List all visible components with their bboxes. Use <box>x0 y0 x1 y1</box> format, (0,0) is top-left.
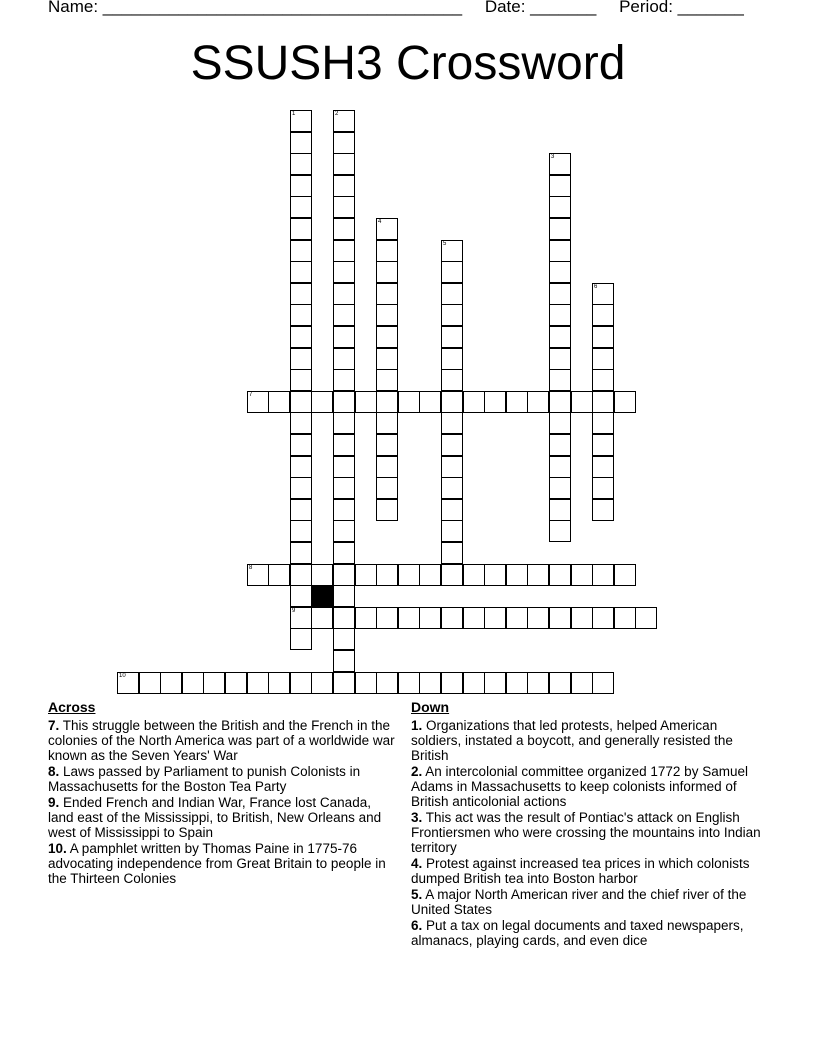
crossword-cell[interactable] <box>549 175 571 197</box>
crossword-cell[interactable] <box>139 672 161 694</box>
crossword-cell[interactable] <box>506 672 528 694</box>
clue-text: Ended French and Indian War, France lost Canada, land east of the Mississippi, to British, New Orleans and west of Mississippi to Spain <box>48 795 382 840</box>
across-clues <box>48 700 400 887</box>
crossword-cell[interactable] <box>571 672 593 694</box>
crossword-cell[interactable] <box>333 672 355 694</box>
crossword-cell[interactable] <box>290 326 312 348</box>
clue-across-7 <box>48 718 400 763</box>
crossword-cell[interactable] <box>398 607 420 629</box>
crossword-cell[interactable] <box>290 564 312 586</box>
crossword-cell[interactable] <box>592 477 614 499</box>
crossword-cell[interactable] <box>527 672 549 694</box>
header <box>48 0 762 17</box>
crossword-cell[interactable] <box>333 456 355 478</box>
crossword-cell[interactable] <box>592 456 614 478</box>
crossword-cell[interactable] <box>333 153 355 175</box>
crossword-cell[interactable] <box>441 261 463 283</box>
crossword-cell[interactable] <box>333 175 355 197</box>
crossword-cell[interactable] <box>549 456 571 478</box>
clue-number: 8. <box>48 764 60 779</box>
crossword-cell[interactable] <box>592 326 614 348</box>
crossword-cell[interactable] <box>635 607 657 629</box>
crossword-cell[interactable] <box>398 672 420 694</box>
crossword-cell[interactable] <box>247 672 269 694</box>
crossword-cell[interactable] <box>549 477 571 499</box>
crossword-cell[interactable] <box>247 564 269 586</box>
crossword-cell[interactable] <box>549 218 571 240</box>
crossword-cell[interactable] <box>614 564 636 586</box>
crossword-cell[interactable] <box>441 304 463 326</box>
crossword-cell[interactable] <box>463 607 485 629</box>
crossword-cell[interactable] <box>290 542 312 564</box>
clue-text: Put a tax on legal documents and taxed newspapers, almanacs, playing cards, and even dice <box>411 918 744 948</box>
crossword-cell[interactable] <box>571 607 593 629</box>
clue-number: 6. <box>411 918 423 933</box>
crossword-cell[interactable] <box>441 326 463 348</box>
crossword-cell[interactable] <box>333 196 355 218</box>
clue-text: This act was the result of Pontiac's attack on English Frontiersmen who were crossing the mountains into Indian territory <box>411 810 761 855</box>
clue-number: 1. <box>411 718 423 733</box>
cell-number: 9 <box>292 608 296 614</box>
crossword-cell[interactable] <box>333 434 355 456</box>
crossword-cell[interactable] <box>549 672 571 694</box>
clue-across-9 <box>48 795 400 840</box>
crossword-cell[interactable] <box>376 412 398 434</box>
crossword-cell[interactable] <box>441 542 463 564</box>
crossword-cell[interactable] <box>333 585 355 607</box>
crossword-cell[interactable] <box>311 391 333 413</box>
crossword-cell[interactable] <box>441 240 463 262</box>
crossword-cell[interactable] <box>333 477 355 499</box>
crossword-cell[interactable] <box>290 132 312 154</box>
crossword-cell[interactable] <box>506 564 528 586</box>
crossword-cell[interactable] <box>247 391 269 413</box>
crossword-cell[interactable] <box>592 304 614 326</box>
crossword-cell[interactable] <box>592 283 614 305</box>
cell-number: 3 <box>551 154 555 160</box>
crossword-cell[interactable] <box>333 369 355 391</box>
cell-number: 6 <box>594 284 598 290</box>
crossword-cell[interactable] <box>592 672 614 694</box>
crossword-cell[interactable] <box>463 391 485 413</box>
crossword-cell[interactable] <box>333 412 355 434</box>
crossword-cell[interactable] <box>398 391 420 413</box>
crossword-cell[interactable] <box>290 628 312 650</box>
clue-number: 4. <box>411 856 423 871</box>
crossword-cell[interactable] <box>376 477 398 499</box>
crossword-cell[interactable] <box>268 672 290 694</box>
crossword-cell[interactable] <box>376 348 398 370</box>
across-heading: Across <box>48 699 96 715</box>
crossword-cell[interactable] <box>419 607 441 629</box>
crossword-cell[interactable] <box>333 542 355 564</box>
crossword-cell[interactable] <box>527 564 549 586</box>
crossword-cell[interactable] <box>592 369 614 391</box>
crossword-cell[interactable] <box>290 391 312 413</box>
crossword-cell[interactable] <box>355 607 377 629</box>
crossword-cell[interactable] <box>527 391 549 413</box>
crossword-cell[interactable] <box>355 672 377 694</box>
cell-number: 10 <box>119 673 126 679</box>
name-field-label[interactable]: Name: ______________________________________ <box>48 0 463 16</box>
crossword-cell[interactable] <box>290 196 312 218</box>
crossword-cell[interactable] <box>549 304 571 326</box>
crossword-cell[interactable] <box>549 391 571 413</box>
cell-number: 7 <box>249 392 253 398</box>
crossword-cell[interactable] <box>549 434 571 456</box>
crossword-cell[interactable] <box>225 672 247 694</box>
crossword-cell[interactable] <box>290 520 312 542</box>
crossword-cell[interactable] <box>376 304 398 326</box>
cell-number: 5 <box>443 241 447 247</box>
crossword-cell[interactable] <box>333 391 355 413</box>
crossword-cell[interactable] <box>592 348 614 370</box>
crossword-cell[interactable] <box>592 434 614 456</box>
clue-number: 7. <box>48 718 60 733</box>
crossword-cell[interactable] <box>549 240 571 262</box>
crossword-cell[interactable] <box>333 628 355 650</box>
crossword-cell[interactable] <box>441 607 463 629</box>
crossword-cell[interactable] <box>290 175 312 197</box>
crossword-cell[interactable] <box>311 607 333 629</box>
crossword-cell[interactable] <box>376 564 398 586</box>
crossword-cell[interactable] <box>549 196 571 218</box>
clue-text: Protest against increased tea prices in which colonists dumped British tea into Boston harbor <box>411 856 750 886</box>
crossword-cell[interactable] <box>290 304 312 326</box>
crossword-cell[interactable] <box>441 477 463 499</box>
crossword-cell[interactable] <box>441 348 463 370</box>
crossword-cell[interactable] <box>355 391 377 413</box>
cell-number: 4 <box>378 219 382 225</box>
clue-down-4 <box>411 856 771 886</box>
crossword-cell[interactable] <box>333 304 355 326</box>
clue-across-10 <box>48 841 400 886</box>
clue-text: This struggle between the British and the French in the colonies of the North America was part of a worldwide war known as the Seven Years' War <box>48 718 395 763</box>
period-field-label[interactable]: Period: _______ <box>619 0 744 16</box>
crossword-cell[interactable] <box>463 672 485 694</box>
crossword-cell[interactable] <box>441 434 463 456</box>
crossword-cell[interactable] <box>484 607 506 629</box>
crossword-cell[interactable] <box>355 564 377 586</box>
crossword-cell[interactable] <box>419 391 441 413</box>
crossword-cell[interactable] <box>484 391 506 413</box>
crossword-cell[interactable] <box>571 564 593 586</box>
crossword-cell[interactable] <box>311 564 333 586</box>
crossword-cell[interactable] <box>333 240 355 262</box>
clue-text: Organizations that led protests, helped American soldiers, instated a boycott, and generally resisted the British <box>411 718 733 763</box>
crossword-cell[interactable] <box>441 499 463 521</box>
crossword-cell[interactable] <box>333 132 355 154</box>
clue-number: 3. <box>411 810 423 825</box>
crossword-cell[interactable] <box>549 520 571 542</box>
crossword-cell[interactable] <box>549 369 571 391</box>
crossword-cell[interactable] <box>441 369 463 391</box>
crossword-cell[interactable] <box>592 499 614 521</box>
crossword-cell[interactable] <box>333 261 355 283</box>
crossword-cell[interactable] <box>376 218 398 240</box>
crossword-cell[interactable] <box>333 520 355 542</box>
crossword-cell[interactable] <box>290 283 312 305</box>
down-clues <box>411 700 771 949</box>
crossword-cell[interactable] <box>333 326 355 348</box>
clue-number: 5. <box>411 887 423 902</box>
crossword-cell[interactable] <box>592 391 614 413</box>
crossword-cell[interactable] <box>290 434 312 456</box>
crossword-cell[interactable] <box>441 520 463 542</box>
crossword-cell[interactable] <box>290 499 312 521</box>
crossword-block <box>311 585 333 607</box>
clue-number: 9. <box>48 795 60 810</box>
crossword-cell[interactable] <box>333 650 355 672</box>
crossword-cell[interactable] <box>614 391 636 413</box>
crossword-cell[interactable] <box>549 564 571 586</box>
cell-number: 8 <box>249 565 253 571</box>
crossword-cell[interactable] <box>333 499 355 521</box>
crossword-cell[interactable] <box>592 607 614 629</box>
crossword-cell[interactable] <box>571 391 593 413</box>
crossword-cell[interactable] <box>419 672 441 694</box>
crossword-cell[interactable] <box>376 672 398 694</box>
crossword-cell[interactable] <box>376 456 398 478</box>
crossword-cell[interactable] <box>376 240 398 262</box>
crossword-cell[interactable] <box>376 369 398 391</box>
crossword-cell[interactable] <box>549 326 571 348</box>
crossword-cell[interactable] <box>290 412 312 434</box>
crossword-cell[interactable] <box>160 672 182 694</box>
crossword-cell[interactable] <box>398 564 420 586</box>
crossword-cell[interactable] <box>290 369 312 391</box>
clue-text: An intercolonial committee organized 1772 by Samuel Adams in Massachusetts to keep colonists informed of British anticolonial actions <box>411 764 748 809</box>
crossword-cell[interactable] <box>549 348 571 370</box>
crossword-cell[interactable] <box>549 607 571 629</box>
clue-text: Laws passed by Parliament to punish Colonists in Massachusetts for the Boston Tea Party <box>48 764 361 794</box>
crossword-cell[interactable] <box>268 564 290 586</box>
crossword-cell[interactable] <box>484 564 506 586</box>
crossword-cell[interactable] <box>376 261 398 283</box>
crossword-cell[interactable] <box>376 326 398 348</box>
crossword-cell[interactable] <box>592 564 614 586</box>
crossword-cell[interactable] <box>333 218 355 240</box>
clue-down-2 <box>411 764 771 809</box>
clue-text: A major North American river and the chief river of the United States <box>411 887 747 917</box>
crossword-cell[interactable] <box>290 240 312 262</box>
crossword-cell[interactable] <box>311 672 333 694</box>
date-field-label[interactable]: Date: _______ <box>484 0 597 16</box>
crossword-cell[interactable] <box>441 283 463 305</box>
crossword-cell[interactable] <box>419 564 441 586</box>
crossword-cell[interactable] <box>376 391 398 413</box>
crossword-cell[interactable] <box>549 261 571 283</box>
crossword-cell[interactable] <box>333 607 355 629</box>
crossword-cell[interactable] <box>549 283 571 305</box>
clue-number: 10. <box>48 841 67 856</box>
crossword-cell[interactable] <box>290 585 312 607</box>
crossword-cell[interactable] <box>290 348 312 370</box>
clue-number: 2. <box>411 764 423 779</box>
clue-text: A pamphlet written by Thomas Paine in 1775-76 advocating independence from Great Britain to people in the Thirteen Colonies <box>48 841 386 886</box>
crossword-cell[interactable] <box>290 672 312 694</box>
crossword-cell[interactable] <box>549 412 571 434</box>
crossword-cell[interactable] <box>290 218 312 240</box>
down-heading: Down <box>411 699 450 715</box>
cell-number: 1 <box>292 111 296 117</box>
crossword-cell[interactable] <box>592 412 614 434</box>
crossword-cell[interactable] <box>441 391 463 413</box>
crossword-cell[interactable] <box>376 607 398 629</box>
clue-across-8 <box>48 764 400 794</box>
crossword-cell[interactable] <box>290 153 312 175</box>
crossword-cell[interactable] <box>376 434 398 456</box>
crossword-cell[interactable] <box>268 391 290 413</box>
crossword-cell[interactable] <box>506 391 528 413</box>
crossword-cell[interactable] <box>549 499 571 521</box>
crossword-cell[interactable] <box>290 110 312 132</box>
crossword-cell[interactable] <box>290 261 312 283</box>
crossword-cell[interactable] <box>117 672 139 694</box>
cell-number: 2 <box>335 111 339 117</box>
crossword-cell[interactable] <box>441 412 463 434</box>
clue-down-6 <box>411 918 771 948</box>
crossword-cell[interactable] <box>333 110 355 132</box>
crossword-cell[interactable] <box>506 607 528 629</box>
crossword-cell[interactable] <box>290 477 312 499</box>
crossword-cell[interactable] <box>376 499 398 521</box>
crossword-cell[interactable] <box>333 348 355 370</box>
clue-down-5 <box>411 887 771 917</box>
crossword-cell[interactable] <box>441 672 463 694</box>
crossword-cell[interactable] <box>333 283 355 305</box>
page-title: SSUSH3 Crossword <box>190 37 626 90</box>
clue-down-1 <box>411 718 771 763</box>
crossword-cell[interactable] <box>182 672 204 694</box>
clue-down-3 <box>411 810 771 855</box>
crossword-cell[interactable] <box>333 564 355 586</box>
crossword-cell[interactable] <box>203 672 225 694</box>
crossword-cell[interactable] <box>614 607 636 629</box>
crossword-cell[interactable] <box>441 564 463 586</box>
crossword-cell[interactable] <box>441 456 463 478</box>
crossword-cell[interactable] <box>484 672 506 694</box>
crossword-cell[interactable] <box>290 607 312 629</box>
crossword-cell[interactable] <box>549 153 571 175</box>
crossword-cell[interactable] <box>463 564 485 586</box>
crossword-cell[interactable] <box>376 283 398 305</box>
crossword-cell[interactable] <box>527 607 549 629</box>
crossword-cell[interactable] <box>290 456 312 478</box>
